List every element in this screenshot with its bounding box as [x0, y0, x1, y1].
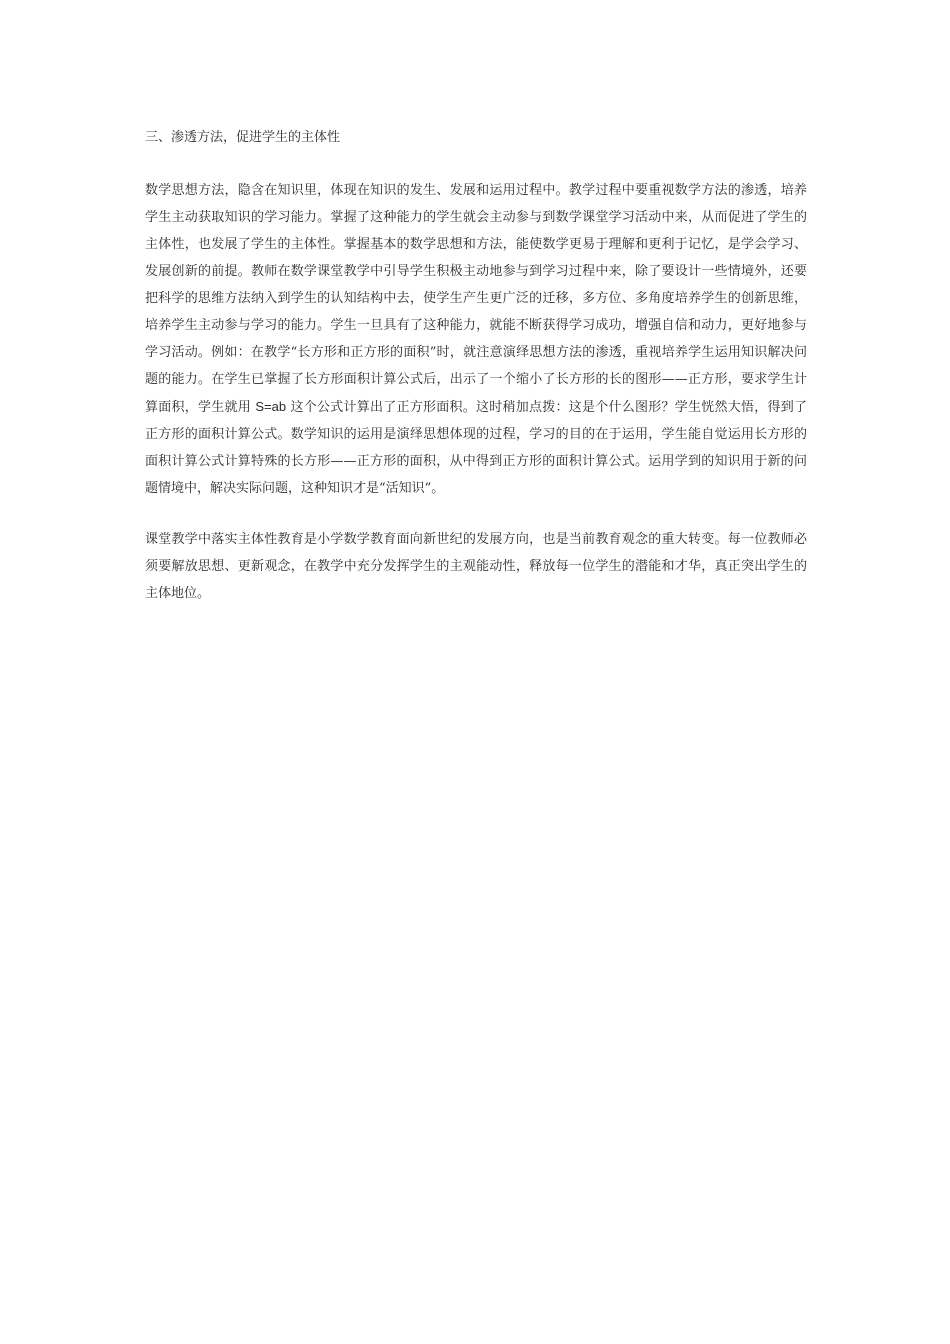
paragraph-methods: [145, 177, 807, 502]
paragraph-methods-text-end: 这个公式计算出了正方形面积。这时稍加点拨：这是个什么图形？学生恍然大悟，得到了正方形的面积计算公式。数学知识的运用是演绎思想体现的过程，学习的目的在于运用，学生能自觉运用长方形的面积计算公式计算特殊的长方形——正方形的面积，从中得到正方形的面积计算公式。运用学到的知识用于新的问题情境中，解决实际问题，这种知识才是“活知识”。: [145, 400, 807, 496]
paragraph-conclusion: 课堂教学中落实主体性教育是小学数学教育面向新世纪的发展方向，也是当前教育观念的重大转变。每一位教师必须要解放思想、更新观念，在教学中充分发挥学生的主观能动性，释放每一位学生的潜能和才华，真正突出学生的主体地位。: [145, 532, 807, 601]
area-formula: S=ab: [255, 399, 287, 414]
document-body: [145, 124, 807, 607]
section-heading: 三、渗透方法，促进学生的主体性: [145, 130, 341, 145]
paragraph-methods-text-start: 数学思想方法，隐含在知识里，体现在知识的发生、发展和运用过程中。教学过程中要重视数学方法的渗透，培养学生主动获取知识的学习能力。掌握了这种能力的学生就会主动参与到数学课堂学习活动中来，从而促进了学生的主体性，也发展了学生的主体性。掌握基本的数学思想和方法，能使数学更易于理解和更利于记忆，是学会学习、发展创新的前提。教师在数学课堂教学中引导学生积极主动地参与到学习过程中来，除了要设计一些情境外，还要把科学的思维方法纳入到学生的认知结构中去，使学生产生更广泛的迁移，多方位、多角度培养学生的创新思维，培养学生主动参与学习的能力。学生一旦具有了这种能力，就能不断获得学习成功，增强自信和动力，更好地参与学习活动。例如：在教学“长方形和正方形的面积”时，就注意演绎思想方法的渗透，重视培养学生运用知识解决问题的能力。在学生已掌握了长方形面积计算公式后，出示了一个缩小了长方形的长的图形——正方形，要求学生计算面积，学生就用: [145, 183, 807, 415]
